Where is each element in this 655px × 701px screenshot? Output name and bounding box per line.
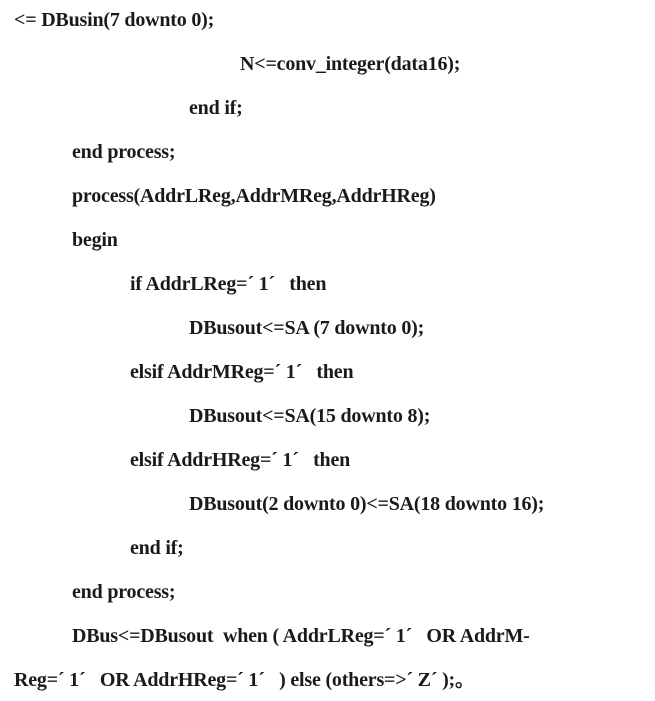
code-line-14: end process; [72, 581, 176, 603]
code-line-5: process(AddrLReg,AddrMReg,AddrHReg) [72, 185, 436, 207]
code-line-15: DBus<=DBusout when ( AddrLReg=´ 1´ OR AddrM- [72, 625, 530, 647]
code-line-12: DBusout(2 downto 0)<=SA(18 downto 16); [189, 493, 545, 515]
code-line-7: if AddrLReg=´ 1´ then [130, 273, 327, 295]
code-line-10: DBusout<=SA(15 downto 8); [189, 405, 431, 427]
code-line-11: elsif AddrHReg=´ 1´ then [130, 449, 351, 471]
code-line-9: elsif AddrMReg=´ 1´ then [130, 361, 354, 383]
code-line-16: Reg=´ 1´ OR AddrHReg=´ 1´ ) else (others=>´ Z´ );。 [14, 669, 475, 691]
code-line-4: end process; [72, 141, 176, 163]
code-line-2: N<=conv_integer(data16); [240, 53, 461, 75]
code-line-6: begin [72, 229, 118, 251]
code-line-3: end if; [189, 97, 243, 119]
code-line-8: DBusout<=SA (7 downto 0); [189, 317, 425, 339]
code-line-13: end if; [130, 537, 184, 559]
code-line-1: <= DBusin(7 downto 0); [14, 9, 215, 31]
